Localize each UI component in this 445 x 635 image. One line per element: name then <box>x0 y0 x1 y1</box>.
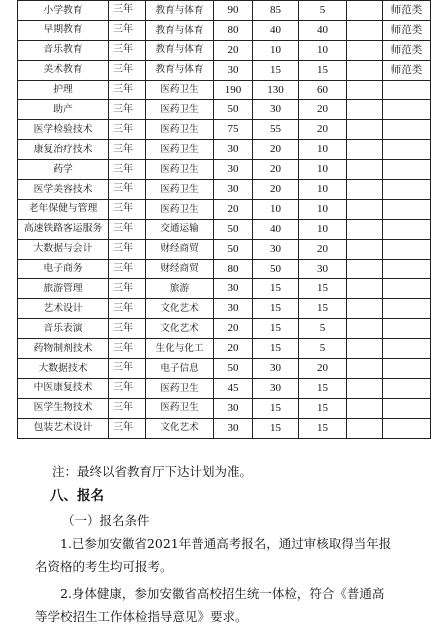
category: 医药卫生 <box>146 378 214 398</box>
plan-total: 45 <box>214 378 253 398</box>
table-row <box>18 378 431 398</box>
blank-cell <box>347 359 383 379</box>
note-cell: 师范类 <box>383 40 431 60</box>
blank-cell <box>347 60 383 80</box>
note-cell <box>383 239 431 259</box>
plan-total: 30 <box>214 418 253 438</box>
category: 生化与化工 <box>146 339 214 359</box>
note-cell <box>383 398 431 418</box>
plan-b: 20 <box>299 100 347 120</box>
plan-b: 40 <box>299 20 347 40</box>
note-cell <box>383 100 431 120</box>
duration: 三年 <box>109 299 146 319</box>
blank-cell <box>347 1 383 21</box>
table-row <box>18 1 431 21</box>
category: 医药卫生 <box>146 180 214 200</box>
plan-b: 5 <box>299 319 347 339</box>
plan-b: 15 <box>299 418 347 438</box>
plan-total: 80 <box>214 259 253 279</box>
blank-cell <box>347 319 383 339</box>
table-row <box>18 418 431 438</box>
blank-cell <box>347 398 383 418</box>
plan-total: 90 <box>214 1 253 21</box>
blank-cell <box>347 80 383 100</box>
duration: 三年 <box>109 1 146 21</box>
plan-b: 10 <box>299 140 347 160</box>
note-cell <box>383 219 431 239</box>
condition-2-line-1: 2.身体健康，参加安徽省高校招生统一体检，符合《普通高 <box>60 586 385 601</box>
blank-cell <box>347 259 383 279</box>
category: 医药卫生 <box>146 160 214 180</box>
note-cell <box>383 339 431 359</box>
note-cell <box>383 359 431 379</box>
plan-b: 15 <box>299 398 347 418</box>
plan-a: 130 <box>253 80 299 100</box>
plan-total: 30 <box>214 398 253 418</box>
duration: 三年 <box>109 120 146 140</box>
table-row <box>18 120 431 140</box>
note-cell <box>383 279 431 299</box>
note-cell <box>383 80 431 100</box>
major-name: 艺术设计 <box>18 299 109 319</box>
category: 电子信息 <box>146 359 214 379</box>
duration: 三年 <box>109 60 146 80</box>
table-row <box>18 160 431 180</box>
plan-b: 15 <box>299 279 347 299</box>
plan-total: 30 <box>214 60 253 80</box>
major-name: 大数据技术 <box>18 359 109 379</box>
duration: 三年 <box>109 279 146 299</box>
table-row <box>18 398 431 418</box>
table-row <box>18 219 431 239</box>
category: 教育与体育 <box>146 1 214 21</box>
plan-total: 30 <box>214 160 253 180</box>
plan-a: 85 <box>253 1 299 21</box>
plan-total: 50 <box>214 359 253 379</box>
plan-total: 20 <box>214 339 253 359</box>
plan-a: 40 <box>253 219 299 239</box>
blank-cell <box>347 418 383 438</box>
plan-b: 20 <box>299 239 347 259</box>
category: 文化艺术 <box>146 299 214 319</box>
plan-a: 40 <box>253 20 299 40</box>
duration: 三年 <box>109 80 146 100</box>
duration: 三年 <box>109 100 146 120</box>
plan-b: 20 <box>299 359 347 379</box>
plan-total: 50 <box>214 219 253 239</box>
note-cell: 师范类 <box>383 20 431 40</box>
duration: 三年 <box>109 378 146 398</box>
plan-a: 20 <box>253 180 299 200</box>
table-row <box>18 319 431 339</box>
major-name: 医学生物技术 <box>18 398 109 418</box>
table-note: 注：最终以省教育厅下达计划为准。 <box>52 464 253 479</box>
plan-total: 30 <box>214 279 253 299</box>
major-name: 高速铁路客运服务 <box>18 219 109 239</box>
blank-cell <box>347 20 383 40</box>
note-cell <box>383 418 431 438</box>
duration: 三年 <box>109 140 146 160</box>
plan-b: 20 <box>299 120 347 140</box>
major-name: 助产 <box>18 100 109 120</box>
category: 交通运输 <box>146 219 214 239</box>
plan-a: 15 <box>253 339 299 359</box>
category: 医药卫生 <box>146 100 214 120</box>
blank-cell <box>347 199 383 219</box>
enrollment-plan-table <box>17 0 431 439</box>
note-cell <box>383 180 431 200</box>
duration: 三年 <box>109 199 146 219</box>
category: 医药卫生 <box>146 199 214 219</box>
table-row <box>18 140 431 160</box>
blank-cell <box>347 160 383 180</box>
plan-a: 30 <box>253 378 299 398</box>
note-cell <box>383 120 431 140</box>
plan-total: 30 <box>214 299 253 319</box>
major-name: 医学检验技术 <box>18 120 109 140</box>
duration: 三年 <box>109 20 146 40</box>
table-body <box>18 1 431 439</box>
category: 旅游 <box>146 279 214 299</box>
plan-total: 20 <box>214 199 253 219</box>
plan-b: 15 <box>299 299 347 319</box>
condition-1-line-1: 1.已参加安徽省2021年普通高考报名，通过审核取得当年报 <box>60 536 392 551</box>
note-cell: 师范类 <box>383 60 431 80</box>
plan-total: 50 <box>214 100 253 120</box>
major-name: 包装艺术设计 <box>18 418 109 438</box>
major-name: 电子商务 <box>18 259 109 279</box>
plan-a: 15 <box>253 398 299 418</box>
blank-cell <box>347 239 383 259</box>
plan-a: 30 <box>253 100 299 120</box>
plan-a: 10 <box>253 40 299 60</box>
major-name: 早期教育 <box>18 20 109 40</box>
plan-total: 50 <box>214 239 253 259</box>
plan-b: 10 <box>299 219 347 239</box>
major-name: 医学美容技术 <box>18 180 109 200</box>
note-cell <box>383 140 431 160</box>
duration: 三年 <box>109 239 146 259</box>
table-row <box>18 180 431 200</box>
blank-cell <box>347 299 383 319</box>
note-cell <box>383 378 431 398</box>
major-name: 药物制剂技术 <box>18 339 109 359</box>
plan-a: 50 <box>253 259 299 279</box>
duration: 三年 <box>109 418 146 438</box>
plan-a: 30 <box>253 239 299 259</box>
category: 文化艺术 <box>146 319 214 339</box>
plan-a: 20 <box>253 140 299 160</box>
blank-cell <box>347 339 383 359</box>
major-name: 护理 <box>18 80 109 100</box>
plan-a: 55 <box>253 120 299 140</box>
note-cell <box>383 319 431 339</box>
duration: 三年 <box>109 359 146 379</box>
category: 医药卫生 <box>146 140 214 160</box>
major-name: 音乐表演 <box>18 319 109 339</box>
table-row <box>18 339 431 359</box>
plan-total: 75 <box>214 120 253 140</box>
section-heading: 八、报名 <box>50 488 104 504</box>
plan-b: 60 <box>299 80 347 100</box>
plan-a: 15 <box>253 319 299 339</box>
subsection-heading: （一）报名条件 <box>62 513 150 528</box>
duration: 三年 <box>109 339 146 359</box>
plan-total: 80 <box>214 20 253 40</box>
plan-total: 20 <box>214 319 253 339</box>
table-row <box>18 259 431 279</box>
plan-b: 5 <box>299 1 347 21</box>
major-name: 旅游管理 <box>18 279 109 299</box>
category: 教育与体育 <box>146 60 214 80</box>
major-name: 中医康复技术 <box>18 378 109 398</box>
table-row <box>18 100 431 120</box>
plan-total: 30 <box>214 180 253 200</box>
major-name: 老年保健与管理 <box>18 199 109 219</box>
duration: 三年 <box>109 40 146 60</box>
major-name: 大数据与会计 <box>18 239 109 259</box>
blank-cell <box>347 378 383 398</box>
table-row <box>18 40 431 60</box>
table-row <box>18 60 431 80</box>
duration: 三年 <box>109 319 146 339</box>
category: 财经商贸 <box>146 259 214 279</box>
duration: 三年 <box>109 398 146 418</box>
category: 医药卫生 <box>146 398 214 418</box>
category: 教育与体育 <box>146 40 214 60</box>
plan-b: 5 <box>299 339 347 359</box>
note-cell <box>383 160 431 180</box>
plan-b: 10 <box>299 40 347 60</box>
category: 文化艺术 <box>146 418 214 438</box>
note-cell <box>383 259 431 279</box>
duration: 三年 <box>109 160 146 180</box>
duration: 三年 <box>109 219 146 239</box>
blank-cell <box>347 219 383 239</box>
blank-cell <box>347 100 383 120</box>
plan-a: 20 <box>253 160 299 180</box>
category: 财经商贸 <box>146 239 214 259</box>
condition-2-line-2: 等学校招生工作体检指导意见》要求。 <box>35 609 248 624</box>
plan-a: 15 <box>253 299 299 319</box>
note-cell <box>383 199 431 219</box>
table-row <box>18 299 431 319</box>
plan-b: 30 <box>299 259 347 279</box>
plan-b: 10 <box>299 180 347 200</box>
plan-total: 30 <box>214 140 253 160</box>
plan-a: 15 <box>253 60 299 80</box>
plan-b: 15 <box>299 60 347 80</box>
major-name: 美术教育 <box>18 60 109 80</box>
major-name: 康复治疗技术 <box>18 140 109 160</box>
plan-a: 15 <box>253 279 299 299</box>
table-row <box>18 279 431 299</box>
note-cell: 师范类 <box>383 1 431 21</box>
condition-1-line-2: 名资格的考生均可报考。 <box>35 559 173 574</box>
plan-total: 190 <box>214 80 253 100</box>
plan-b: 10 <box>299 160 347 180</box>
table-row <box>18 239 431 259</box>
plan-total: 20 <box>214 40 253 60</box>
table-row <box>18 20 431 40</box>
plan-a: 30 <box>253 359 299 379</box>
duration: 三年 <box>109 180 146 200</box>
table-row <box>18 80 431 100</box>
blank-cell <box>347 140 383 160</box>
major-name: 药学 <box>18 160 109 180</box>
plan-b: 15 <box>299 378 347 398</box>
blank-cell <box>347 180 383 200</box>
table-row <box>18 359 431 379</box>
table-row <box>18 199 431 219</box>
duration: 三年 <box>109 259 146 279</box>
blank-cell <box>347 279 383 299</box>
category: 医药卫生 <box>146 120 214 140</box>
plan-b: 10 <box>299 199 347 219</box>
blank-cell <box>347 120 383 140</box>
plan-a: 10 <box>253 199 299 219</box>
category: 医药卫生 <box>146 80 214 100</box>
blank-cell <box>347 40 383 60</box>
note-cell <box>383 299 431 319</box>
major-name: 小学教育 <box>18 1 109 21</box>
major-name: 音乐教育 <box>18 40 109 60</box>
category: 教育与体育 <box>146 20 214 40</box>
plan-a: 15 <box>253 418 299 438</box>
